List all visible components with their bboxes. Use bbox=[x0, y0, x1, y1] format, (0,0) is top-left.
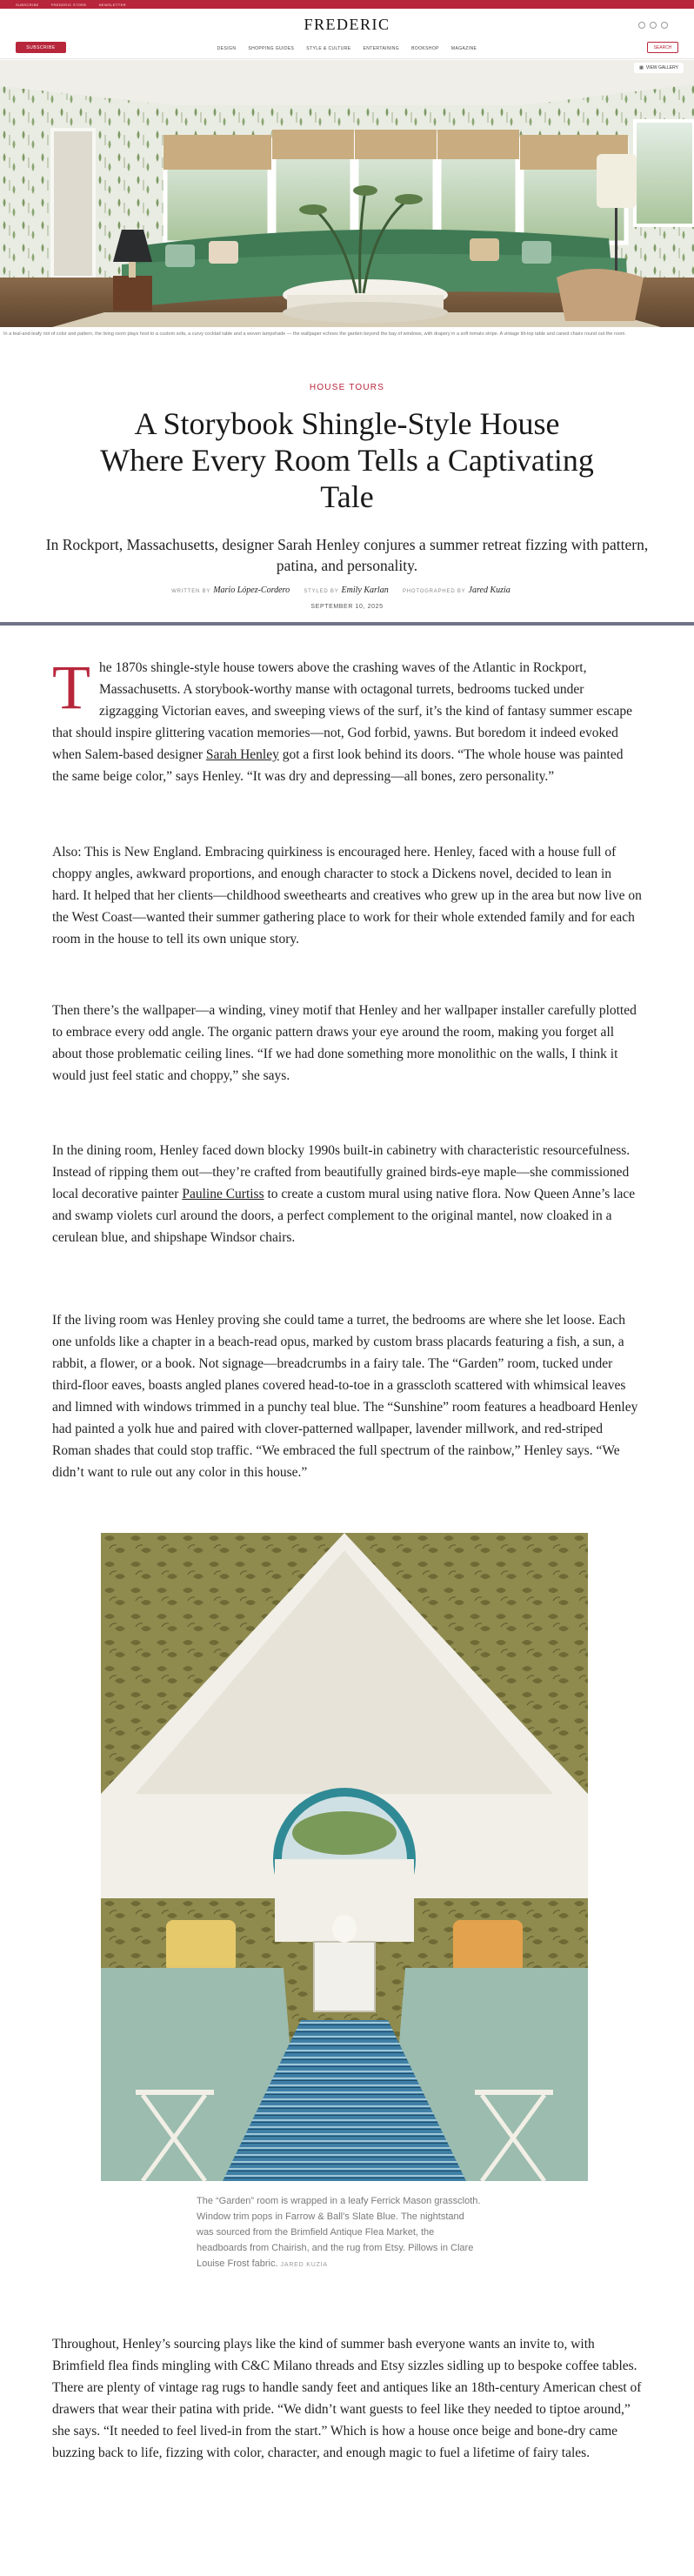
search-button[interactable]: SEARCH bbox=[647, 42, 678, 53]
nav-item-magazine[interactable]: MAGAZINE bbox=[450, 46, 477, 51]
hero-image[interactable] bbox=[0, 60, 694, 327]
p1-text-start: he 1870s shingle-style house towers above the crashing waves of the Atlantic in Rockport, Massachusetts. A storybook-worthy manse with octagonal turrets, bedrooms tucked under zigzagging Victorian eaves, and sweeping views of the surf, it’s the kind of fantasy summer escape that should inspire glittering vacation memories—not, God forbid, yawns. But boredom it indeed evoked when Salem-based designer bbox=[52, 660, 632, 762]
hero-caption: In a teal-and-leafy riot of color and pattern, the living room plays host to a custom sofa, a curvy cocktail table and a woven lampshade — the wallpaper echoes the garden beyond the bay of windows, with drapery in a soft tomato stripe. A vintage tilt-top table and caned chairs round out the room. bbox=[3, 331, 627, 337]
util-link-store[interactable]: FREDERIC STORE bbox=[50, 2, 87, 7]
body-paragraph-1 bbox=[52, 652, 642, 787]
link-pauline-curtiss[interactable]: Pauline Curtiss bbox=[182, 1187, 264, 1201]
link-sarah-henley[interactable]: Sarah Henley bbox=[205, 747, 279, 762]
utility-bar bbox=[0, 0, 694, 9]
article-headline: A Storybook Shingle-Style House Where Every Room Tells a Captivating Tale bbox=[100, 406, 594, 514]
body-paragraph-2: Also: This is New England. Embracing quirkiness is encouraged here. Henley, faced with a house full of choppy angles, awkward proportions, and enough character to stock a Dickens novel, decided to lean in hard. It helped that her clients—childhood sweethearts and creatives who grew up in the area but now live on the West Coast—wanted their summer gathering place to work for their whole extended family and for each room in the house to tell its own unique story. bbox=[52, 845, 642, 947]
social-links bbox=[638, 22, 668, 29]
nav-item-shopping-guides[interactable]: SHOPPING GUIDES bbox=[248, 46, 295, 51]
gallery-icon: ▦ bbox=[639, 65, 644, 70]
byline-stylist[interactable]: Emily Karlan bbox=[341, 585, 389, 595]
photo-credit: JARED KUZIA bbox=[280, 2262, 328, 2268]
body-paragraph-5: If the living room was Henley proving she could tame a turret, the bedrooms are where she let loose. Each one unfolds like a chapter in a beach-read opus, marked by custom brass placards featuring a fish, a sun, a rabbit, a flower, or a book. Not signage—breadcrumbs in a fairy tale. The “Garden” room, tucked under third-floor eaves, boasts angled planes covered head-to-toe in a grasscloth scattered with whimsical leaves and limned with windows trimmed in a punchy teal blue. The “Sunshine” room features a headboard Henley had painted a yolk hue and paired with clover-patterned wallpaper, lavender millwork, and red-striped Roman shades that could stop traffic. “We embraced the full spectrum of the rainbow,” Henley says. “We didn’t want to rule out any color in this house.” bbox=[52, 1313, 638, 1480]
divider-rule bbox=[0, 622, 694, 626]
byline-photographer[interactable]: Jared Kuzia bbox=[468, 585, 510, 595]
garden-room-image[interactable] bbox=[101, 1533, 588, 2181]
body-paragraph-3: Then there’s the wallpaper—a winding, viney motif that Henley and her wallpaper installer carefully plotted to embrace every odd angle. The organic pattern draws your eye around the room, making you forget all about those problematic ceiling lines. “If we had done something more monolithic on the walls, I think it would just feel static and choppy,” she says. bbox=[52, 1003, 637, 1083]
p4-text-end: to create a custom mural using native flora. Now Queen Anne’s lace and swamp violets curl around the doors, a perfect complement to the original mantel, now cloaked in a cerulean blue, and shipshape Windsor chairs. bbox=[52, 1187, 636, 1245]
instagram-icon[interactable] bbox=[638, 22, 645, 29]
subscribe-button[interactable]: SUBSCRIBE bbox=[16, 42, 66, 53]
drop-cap: T bbox=[52, 652, 90, 722]
body-paragraph-4 bbox=[52, 1140, 642, 1248]
view-gallery-button[interactable] bbox=[634, 63, 684, 73]
byline-label-writer: WRITTEN BY bbox=[171, 589, 211, 594]
view-gallery-label: VIEW GALLERY bbox=[645, 65, 678, 70]
p1-text-end: got a first look behind its doors. “The whole house was painted the same beige color,” says Henley. “It was dry and depressing—all bones, zero personality.” bbox=[52, 747, 624, 784]
body-paragraph-6: Throughout, Henley’s sourcing plays like the kind of summer bash everyone wants an invite to, with Brimfield flea finds mingling with C&C Milano threads and Etsy sizzles sidling up to bespoke coffee tables. There are plenty of vintage rag rugs to handle sandy feet and antiques like an 18th-century American chest of drawers that wear their patina with pride. “We didn’t want guests to feel like they needed to tiptoe around,” she says. “It needed to feel lived-in from the start.” Which is how a house once beige and bone-dry came buzzing back to life, fizzing with color, character, and enough magic to fuel a lifetime of fairy tales. bbox=[52, 2337, 642, 2460]
nav-item-bookshop[interactable]: BOOKSHOP bbox=[411, 46, 439, 51]
figure-caption bbox=[197, 2193, 484, 2273]
youtube-icon[interactable] bbox=[661, 22, 668, 29]
nav-item-style-culture[interactable]: STYLE & CULTURE bbox=[306, 46, 351, 51]
util-link-newsletter[interactable]: NEWSLETTER bbox=[98, 2, 126, 7]
byline-row bbox=[0, 585, 694, 595]
byline-label-photographer: PHOTOGRAPHED BY bbox=[402, 589, 466, 594]
byline-label-stylist: STYLED BY bbox=[304, 589, 339, 594]
main-nav bbox=[0, 46, 694, 51]
byline-writer[interactable]: Mario López-Cordero bbox=[213, 585, 290, 595]
article-dek: In Rockport, Massachusetts, designer Sarah Henley conjures a summer retreat fizzing with pattern, patina, and personality. bbox=[45, 536, 649, 574]
p4-text-start: In the dining room, Henley faced down blocky 1990s built-in cabinetry with characteristic resourcefulness. Instead of ripping them out—they’re crafted from beautifully grained birds-eye maple—she commissioned local decorative painter bbox=[52, 1143, 631, 1201]
masthead bbox=[0, 9, 694, 59]
nav-item-design[interactable]: DESIGN bbox=[217, 46, 237, 51]
publish-date: SEPTEMBER 10, 2025 bbox=[310, 604, 384, 610]
nav-item-entertaining[interactable]: ENTERTAINING bbox=[363, 46, 400, 51]
pinterest-icon[interactable] bbox=[650, 22, 657, 29]
rubric-link[interactable]: HOUSE TOURS bbox=[309, 383, 385, 392]
site-logo[interactable]: FREDERIC bbox=[304, 16, 390, 33]
figure-caption-text: The “Garden” room is wrapped in a leafy Ferrick Mason grasscloth. Window trim pops in Farrow & Ball’s Slate Blue. The nightstand was sourced from the Brimfield Antique Flea Market, the headboards from Chairish, and the rug from Etsy. Pillows in Clare Louise Frost fabric. bbox=[197, 2196, 481, 2269]
util-link-subscribe[interactable]: SUBSCRIBE bbox=[16, 2, 39, 7]
